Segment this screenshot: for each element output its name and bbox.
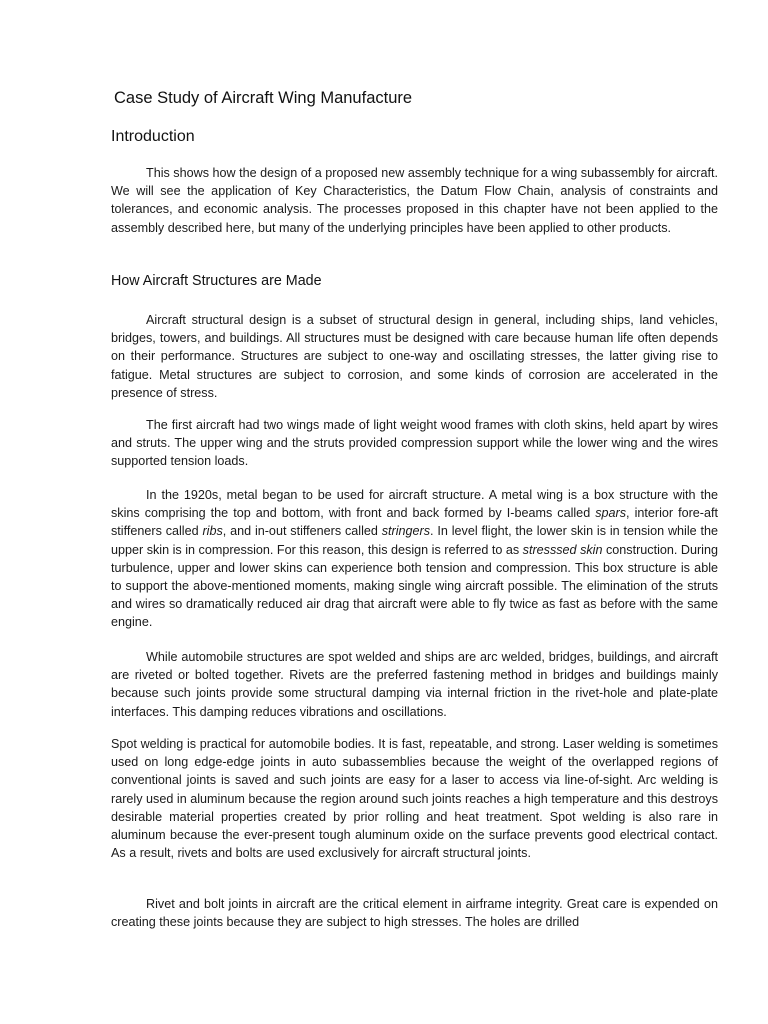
paragraph-metal-wing xyxy=(111,486,718,632)
paragraph-spot-welding: Spot welding is practical for automobile bodies. It is fast, repeatable, and strong. Laser welding is sometimes used on long edge-edge joints in auto subassemblies because the weight of the overlapped regions of conventional joints is saved and such joints are easy for a laser to access via line-of-sight. Arc welding is rarely used in aluminum because the region around such joints reaches a high temperature and this destroys desirable material properties created by prior rolling and heat treatment. Spot welding is also rare in aluminum because the ever-present tough aluminum oxide on the surface prevents good electrical contact. As a result, rivets and bolts are used exclusively for aircraft structural joints. xyxy=(111,737,718,861)
text-run: , and in-out stiffeners called xyxy=(222,524,382,539)
term-spars: spars xyxy=(595,506,627,521)
term-stressed-skin: stresssed skin xyxy=(522,542,603,557)
document-title: Case Study of Aircraft Wing Manufacture xyxy=(114,89,413,107)
paragraph-riveting: While automobile structures are spot welded and ships are arc welded, bridges, buildings, and aircraft are riveted or bolted together. Rivets are the preferred fastening method in bridges and buildings mainly because such joints provide some structural damping via internal friction in the rivet-hole and plate-plate interfaces. This damping reduces vibrations and oscillations. xyxy=(111,650,718,719)
paragraph-structural-design: Aircraft structural design is a subset of structural design in general, including ships, land vehicles, bridges, towers, and buildings. All structures must be designed with care because human life often depends on their performance. Structures are subject to one-way and oscillating stresses, the latter giving rise to fatigue. Metal structures are subject to corrosion, and some kinds of corrosion are accelerated in the presence of stress. xyxy=(111,313,718,400)
section-heading-structures: How Aircraft Structures are Made xyxy=(111,273,322,289)
text-run: construction. During turbulence, upper and lower skins can experience both tension and compression. This box structure is able to support the above-mentioned moments, making single wing aircraft possible. The elimination of the struts and wires so dramatically reduced air drag that aircraft were able to fly twice as fast as before with the same engine. xyxy=(111,542,718,630)
introduction-heading: Introduction xyxy=(111,128,195,145)
term-stringers: stringers xyxy=(381,524,431,539)
paragraph-first-aircraft: The first aircraft had two wings made of light weight wood frames with cloth skins, held apart by wires and struts. The upper wing and the struts provided compression support while the lower wing and the wires supported tension loads. xyxy=(111,418,718,469)
paragraph-introduction: This shows how the design of a proposed new assembly technique for a wing subassembly for aircraft. We will see the application of Key Characteristics, the Datum Flow Chain, analysis of constraints and tolerances, and economic analysis. The processes proposed in this chapter have not been applied to the assembly described here, but many of the underlying principles have been applied to other products. xyxy=(111,166,718,235)
text-run: In the 1920s, metal began to be used for aircraft structure. A metal wing is a box structure with the skins comprising the top and bottom, with front and back formed by I-beams called xyxy=(111,488,718,521)
text-run: . In level flight, the lower skin is in tension while the upper skin is in compression. For this reason, this design is referred to as xyxy=(111,524,719,557)
text-run: , interior fore-aft stiffeners called xyxy=(111,506,718,539)
term-ribs: ribs xyxy=(202,524,223,539)
paragraph-rivet-joints: Rivet and bolt joints in aircraft are the critical element in airframe integrity. Great care is expended on creating these joints because they are subject to high stresses. The holes are drilled xyxy=(111,897,718,930)
